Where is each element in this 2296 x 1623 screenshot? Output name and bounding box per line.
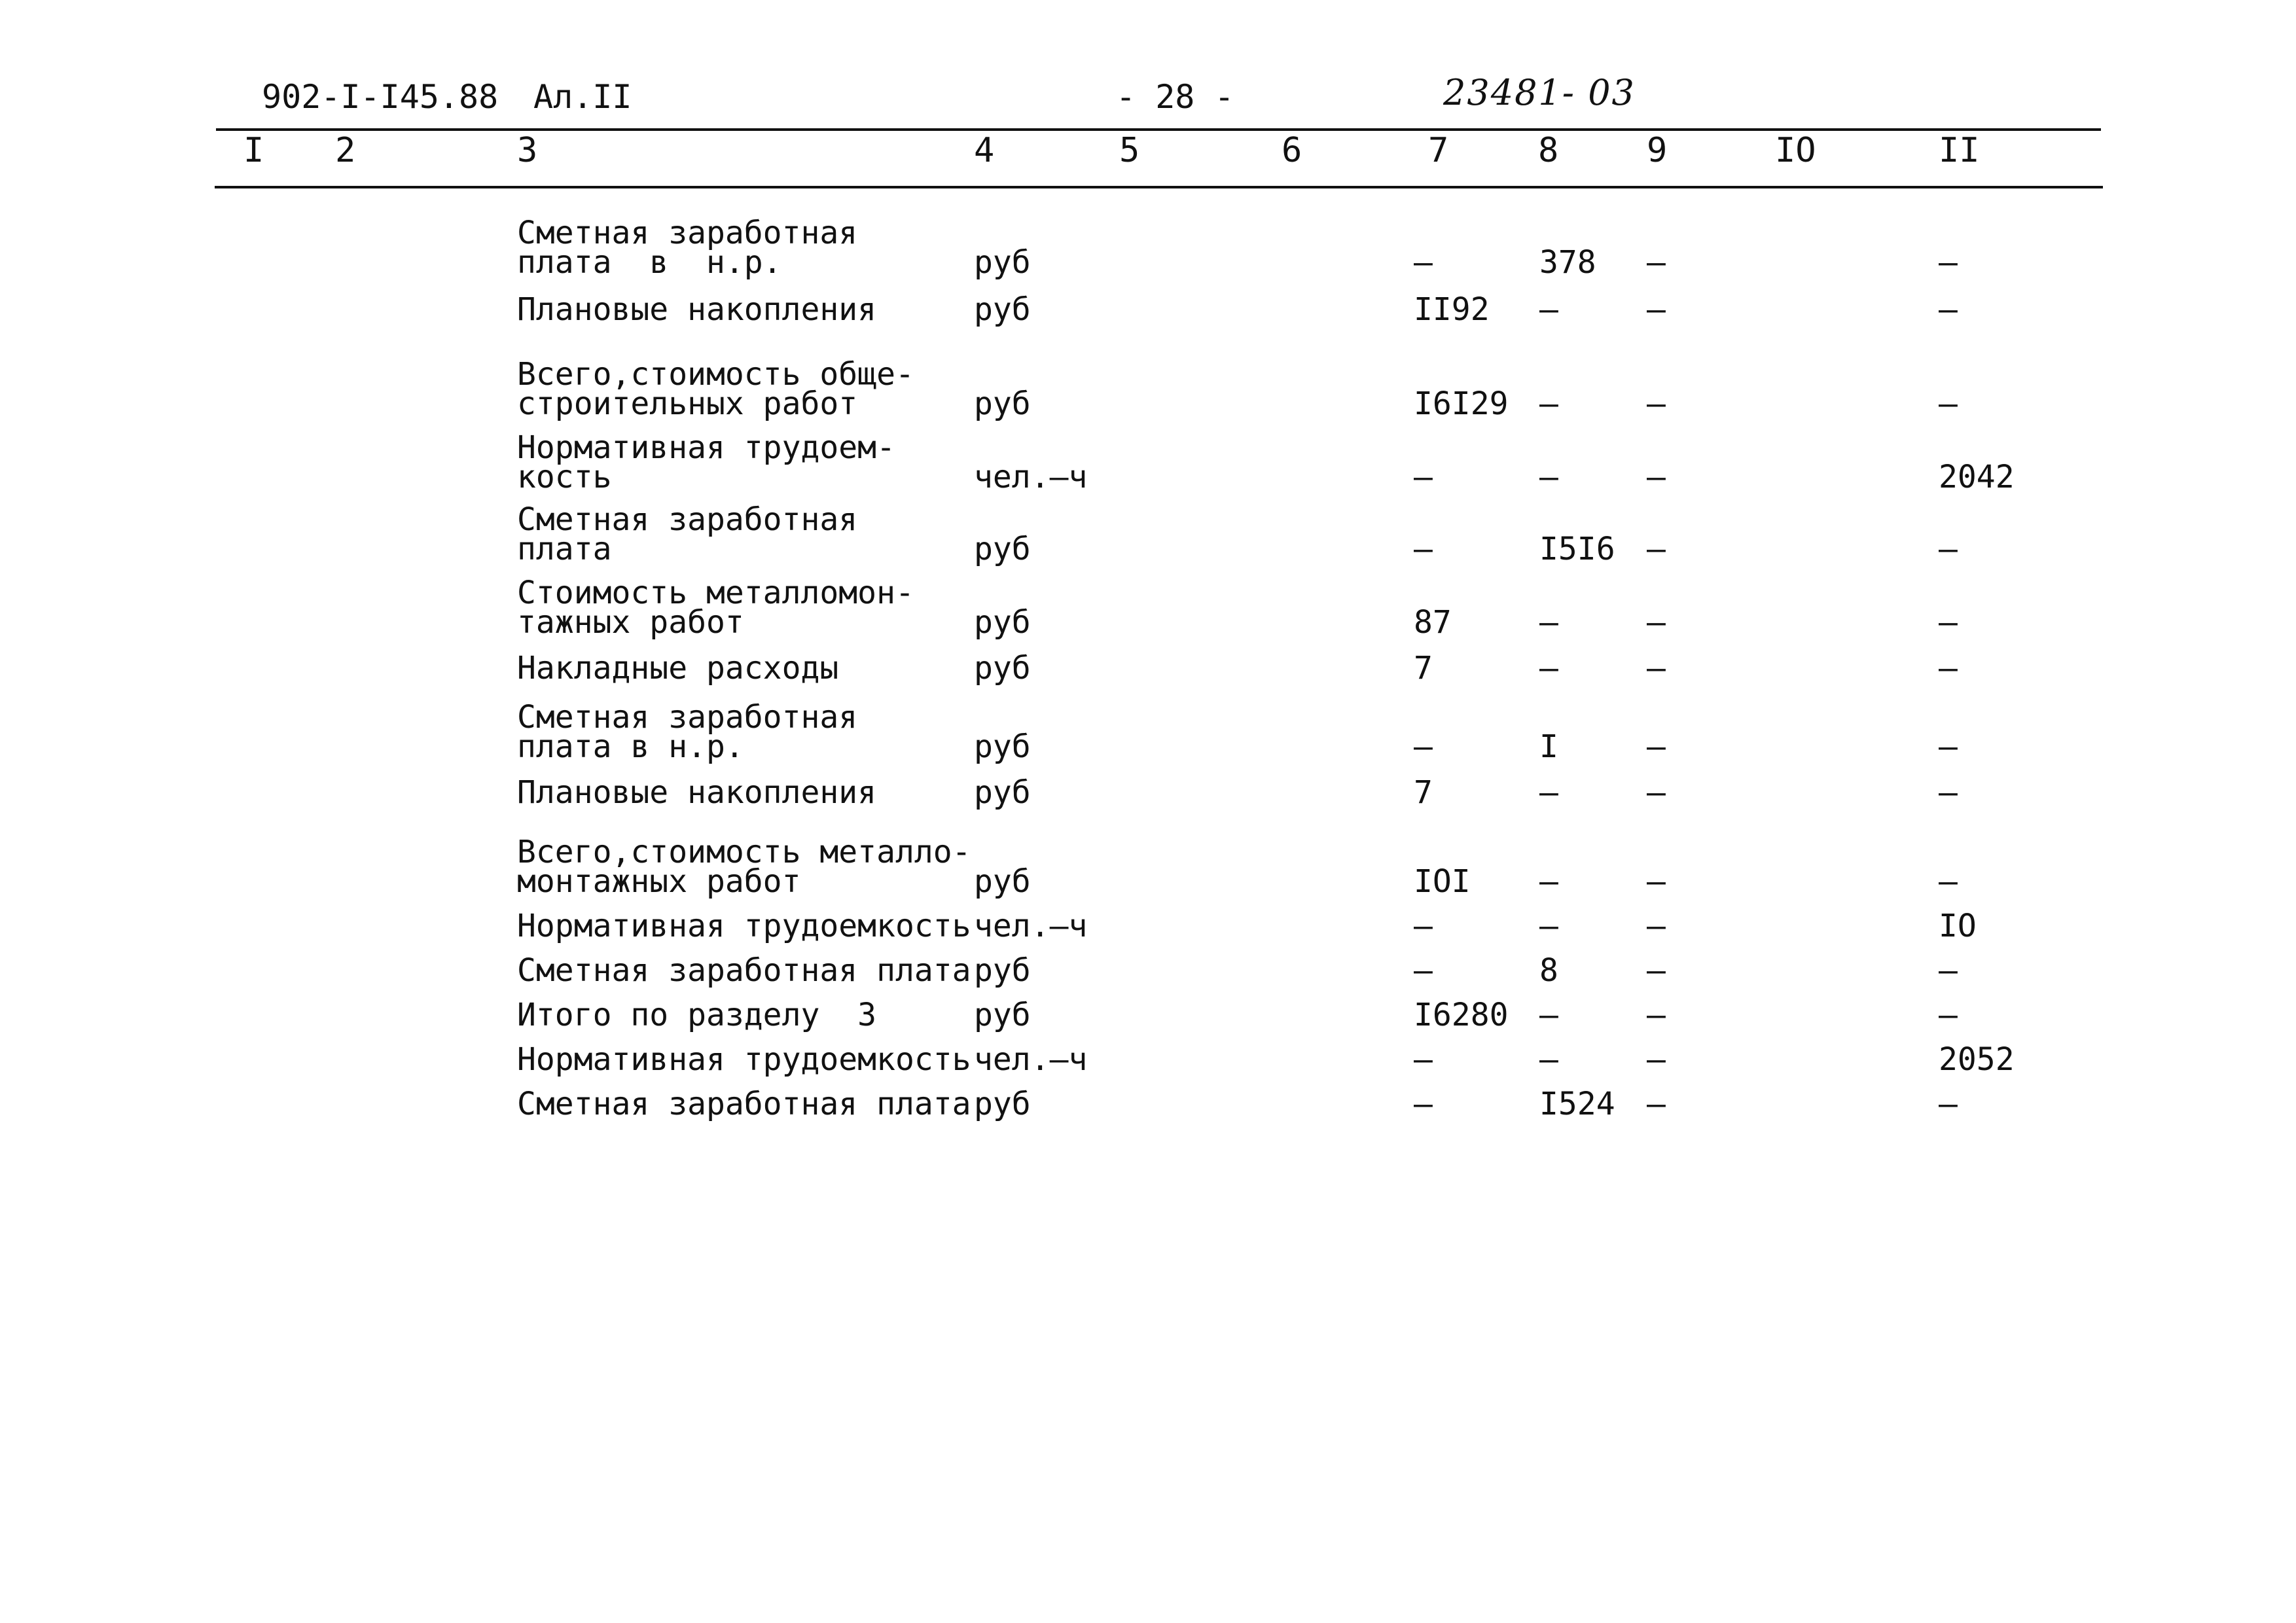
row-value-col8: 378	[1539, 244, 1596, 281]
row-value-col8: –	[1539, 908, 1558, 944]
row-value-col9: –	[1647, 291, 1666, 328]
row-value-col7: –	[1414, 459, 1433, 495]
row-value-col9: –	[1647, 774, 1666, 811]
row-unit: руб	[974, 291, 1031, 328]
row-unit: руб	[974, 604, 1031, 641]
handwritten-inventory-number: 23481- 03	[1443, 72, 1636, 113]
column-number-6: 6	[1282, 131, 1302, 170]
row-description: Сметная заработная плата	[517, 501, 858, 567]
column-number-3: 3	[517, 131, 538, 170]
row-value-col7: I6280	[1414, 997, 1509, 1033]
row-unit: чел.–ч	[974, 908, 1088, 944]
row-value-col11: –	[1939, 650, 1958, 687]
document-code: 902-I-I45.88	[262, 78, 499, 116]
row-unit: чел.–ч	[974, 1041, 1088, 1078]
column-number-1: I	[243, 131, 264, 170]
row-value-col9: –	[1647, 604, 1666, 641]
row-value-col9: –	[1647, 863, 1666, 900]
row-value-col7: –	[1414, 531, 1433, 567]
row-value-col8: –	[1539, 291, 1558, 328]
row-value-col8: –	[1539, 863, 1558, 900]
column-header-rule	[215, 186, 2103, 188]
row-value-col9: –	[1647, 952, 1666, 989]
row-value-col11: –	[1939, 244, 1958, 281]
column-number-11: II	[1939, 131, 1980, 170]
row-value-col9: –	[1647, 997, 1666, 1033]
row-value-col8: –	[1539, 385, 1558, 422]
row-description: Сметная заработная плата в н.р.	[517, 215, 858, 281]
row-value-col7: II92	[1414, 291, 1490, 328]
row-value-col9: –	[1647, 728, 1666, 765]
row-value-col9: –	[1647, 1086, 1666, 1122]
column-number-5: 5	[1119, 131, 1140, 170]
row-value-col7: I6I29	[1414, 385, 1509, 422]
row-description: Сметная заработная плата в н.р.	[517, 699, 858, 765]
row-description: Плановые накопления	[517, 774, 877, 811]
row-value-col11: 2042	[1939, 459, 2015, 495]
row-value-col8: –	[1539, 604, 1558, 641]
row-value-col11: –	[1939, 997, 1958, 1033]
row-value-col7: –	[1414, 1086, 1433, 1122]
row-value-col8: I5I6	[1539, 531, 1615, 567]
row-description: Плановые накопления	[517, 291, 877, 328]
row-value-col11: –	[1939, 604, 1958, 641]
row-value-col8: –	[1539, 459, 1558, 495]
row-description: Всего,стоимость металло- монтажных работ	[517, 834, 971, 900]
row-value-col11: –	[1939, 1086, 1958, 1122]
row-description: Нормативная трудоемкость	[517, 1041, 971, 1078]
row-unit: руб	[974, 774, 1031, 811]
row-description: Нормативная трудоемкость	[517, 908, 971, 944]
sheet-label: Ал.II	[533, 78, 632, 116]
row-value-col7: 7	[1414, 650, 1433, 687]
row-value-col11: IO	[1939, 908, 1977, 944]
row-value-col8: I	[1539, 728, 1558, 765]
row-value-col7: –	[1414, 908, 1433, 944]
row-value-col9: –	[1647, 244, 1666, 281]
row-description: Накладные расходы	[517, 650, 839, 687]
row-value-col8: 8	[1539, 952, 1558, 989]
header-top-rule	[216, 128, 2101, 131]
row-value-col9: –	[1647, 1041, 1666, 1078]
row-value-col7: 7	[1414, 774, 1433, 811]
row-unit: руб	[974, 531, 1031, 567]
row-unit: чел.–ч	[974, 459, 1088, 495]
row-value-col9: –	[1647, 650, 1666, 687]
row-description: Нормативная трудоем- кость	[517, 429, 895, 495]
row-description: Итого по разделу 3	[517, 997, 877, 1033]
row-value-col9: –	[1647, 385, 1666, 422]
row-value-col11: –	[1939, 863, 1958, 900]
row-value-col8: –	[1539, 774, 1558, 811]
column-number-9: 9	[1647, 131, 1668, 170]
row-value-col11: –	[1939, 531, 1958, 567]
row-value-col7: –	[1414, 244, 1433, 281]
row-value-col7: 87	[1414, 604, 1452, 641]
row-value-col9: –	[1647, 459, 1666, 495]
column-number-2: 2	[335, 131, 356, 170]
row-value-col8: –	[1539, 1041, 1558, 1078]
row-value-col9: –	[1647, 531, 1666, 567]
row-unit: руб	[974, 650, 1031, 687]
column-number-7: 7	[1428, 131, 1449, 170]
row-unit: руб	[974, 244, 1031, 281]
row-value-col8: I524	[1539, 1086, 1615, 1122]
row-unit: руб	[974, 385, 1031, 422]
row-value-col11: –	[1939, 385, 1958, 422]
column-number-4: 4	[974, 131, 995, 170]
row-value-col11: –	[1939, 952, 1958, 989]
row-value-col7: –	[1414, 728, 1433, 765]
row-value-col11: 2052	[1939, 1041, 2015, 1078]
row-value-col7: –	[1414, 952, 1433, 989]
page-number: - 28 -	[1116, 78, 1234, 116]
row-value-col9: –	[1647, 908, 1666, 944]
row-value-col8: –	[1539, 997, 1558, 1033]
row-unit: руб	[974, 728, 1031, 765]
row-value-col11: –	[1939, 728, 1958, 765]
row-unit: руб	[974, 997, 1031, 1033]
row-description: Сметная заработная плата	[517, 1086, 971, 1122]
row-value-col11: –	[1939, 774, 1958, 811]
column-number-10: IO	[1775, 131, 1816, 170]
row-unit: руб	[974, 863, 1031, 900]
row-unit: руб	[974, 1086, 1031, 1122]
row-description: Стоимость металломон- тажных работ	[517, 575, 914, 641]
row-description: Всего,стоимость обще- строительных работ	[517, 356, 914, 422]
column-number-8: 8	[1538, 131, 1559, 170]
row-value-col7: IOI	[1414, 863, 1471, 900]
row-unit: руб	[974, 952, 1031, 989]
row-value-col11: –	[1939, 291, 1958, 328]
row-description: Сметная заработная плата	[517, 952, 971, 989]
row-value-col7: –	[1414, 1041, 1433, 1078]
row-value-col8: –	[1539, 650, 1558, 687]
